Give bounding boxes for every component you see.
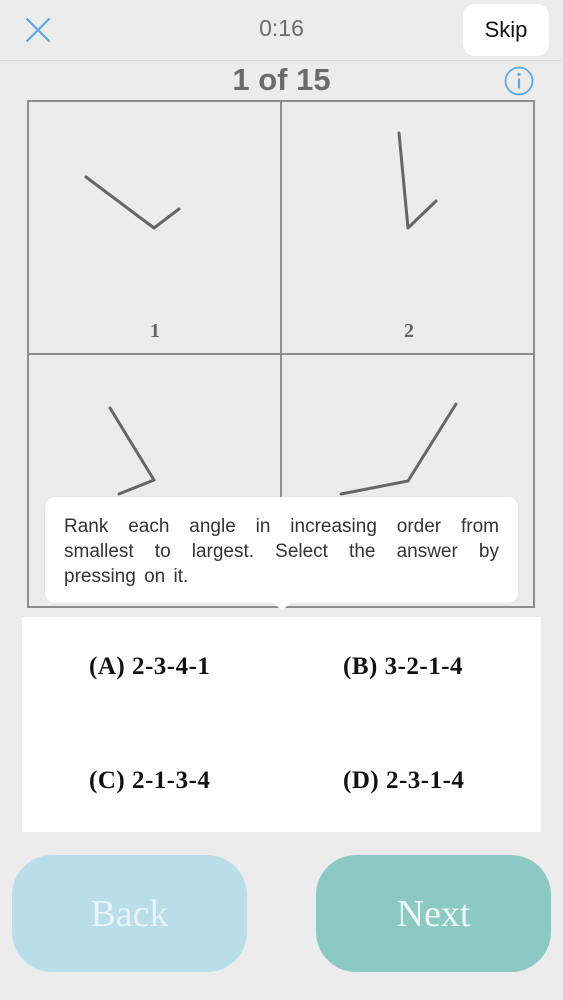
answer-option-a[interactable]: (A) 2-3-4-1 xyxy=(89,653,211,680)
skip-button[interactable]: Skip xyxy=(463,4,549,56)
tooltip-pointer xyxy=(272,601,292,611)
next-button[interactable]: Next xyxy=(316,855,551,972)
angle-2 xyxy=(399,133,436,228)
cell-label-1: 1 xyxy=(150,320,160,342)
instruction-tooltip: Rank each angle in increasing order from smallest to largest. Select the answer by pressing on it. xyxy=(45,497,518,603)
info-icon[interactable] xyxy=(503,65,535,97)
answer-option-d[interactable]: (D) 2-3-1-4 xyxy=(343,767,465,794)
angle-1 xyxy=(86,177,179,228)
header-divider xyxy=(0,60,563,61)
answer-choices xyxy=(22,617,541,832)
angle-4 xyxy=(341,404,456,494)
answer-option-b[interactable]: (B) 3-2-1-4 xyxy=(343,653,464,680)
timer: 0:16 xyxy=(259,15,304,41)
answer-option-c[interactable]: (C) 2-1-3-4 xyxy=(89,767,211,794)
cell-label-2: 2 xyxy=(404,320,414,342)
angle-3 xyxy=(110,408,154,494)
back-button[interactable]: Back xyxy=(12,855,247,972)
question-progress: 1 of 15 xyxy=(232,62,331,97)
